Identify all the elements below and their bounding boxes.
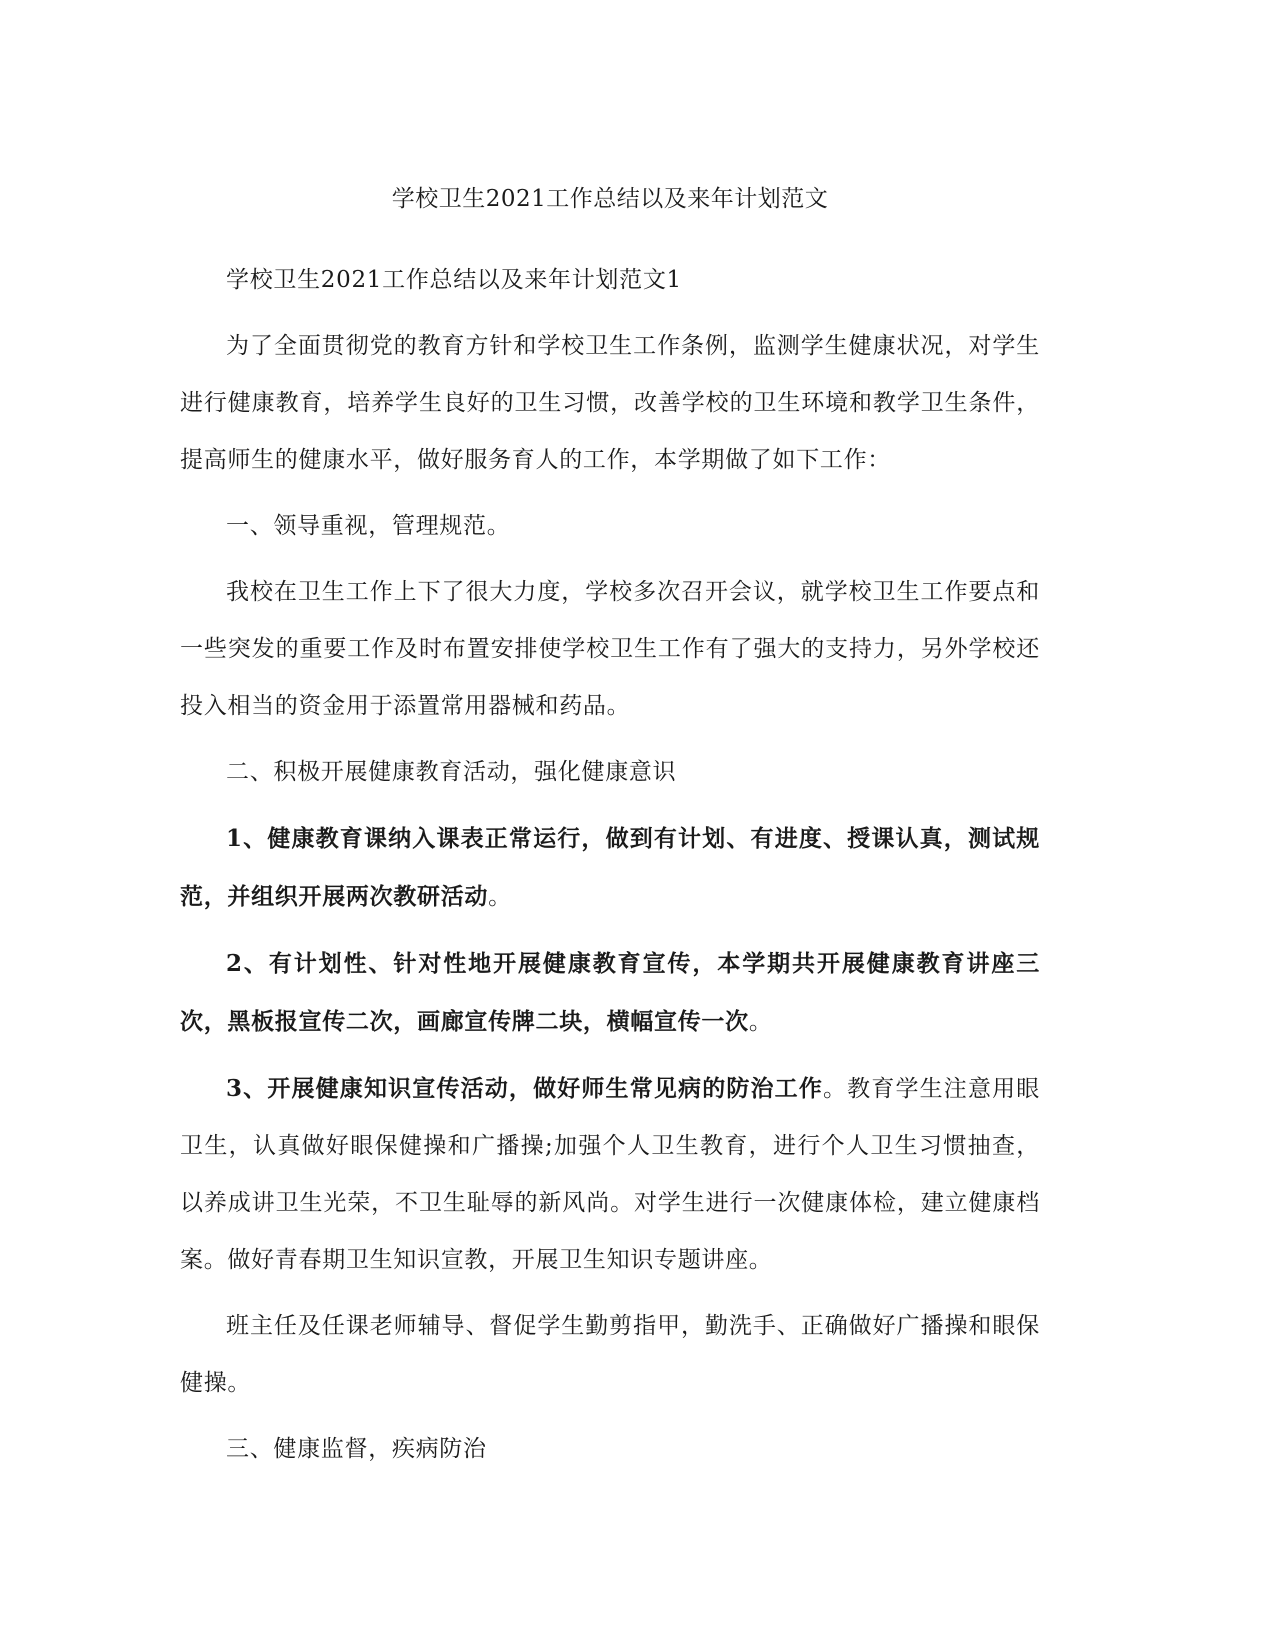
- item-1-paragraph: [180, 810, 1040, 926]
- leadership-paragraph: 我校在卫生工作上下了很大力度，学校多次召开会议，就学校卫生工作要点和一些突发的重要工作及时布置安排使学校卫生工作有了强大的支持力，另外学校还投入相当的资金用于添置常用器械和药品。: [180, 579, 1040, 719]
- item-2-bold: 2、有计划性、针对性地开展健康教育宣传，本学期共开展健康教育讲座三次，黑板报宣传二次，画廊宣传牌二块，横幅宣传一次: [180, 950, 1040, 1035]
- heading-health-supervision: 三、健康监督，疾病防治: [226, 1436, 487, 1462]
- document-title: 学校卫生2021工作总结以及来年计划范文: [391, 186, 829, 212]
- item-1-bold: 1、健康教育课纳入课表正常运行，做到有计划、有进度、授课认真，测试规范，并组织开展两次教研活动: [180, 825, 1040, 910]
- document-body: [180, 252, 1040, 1487]
- intro-paragraph: 为了全面贯彻党的教育方针和学校卫生工作条例，监测学生健康状况，对学生进行健康教育，培养学生良好的卫生习惯，改善学校的卫生环境和教学卫生条件，提高师生的健康水平，做好服务育人的工作，本学期做了如下工作：: [180, 333, 1040, 473]
- item-3-paragraph: [180, 1060, 1040, 1289]
- heading-health-education: 二、积极开展健康教育活动，强化健康意识: [226, 759, 677, 785]
- teacher-supervision-paragraph: 班主任及任课老师辅导、督促学生勤剪指甲，勤洗手、正确做好广播操和眼保健操。: [180, 1313, 1040, 1396]
- heading-leadership: 一、领导重视，管理规范。: [226, 513, 511, 539]
- item-3-tail: 。教育学生注意用眼卫生，认真做好眼保健操和广播操;加强个人卫生教育，进行个人卫生习惯抽查，以养成讲卫生光荣，不卫生耻辱的新风尚。对学生进行一次健康体检，建立健康档案。做好青春期卫生知识宣教，开展卫生知识专题讲座。: [180, 1076, 1040, 1273]
- item-1-tail: 。: [488, 884, 512, 910]
- item-2-tail: 。: [748, 1009, 773, 1035]
- item-3-bold: 3、开展健康知识宣传活动，做好师生常见病的防治工作: [226, 1075, 823, 1102]
- document-page: [180, 0, 1040, 1650]
- section-heading-1: 学校卫生2021工作总结以及来年计划范文1: [226, 267, 682, 293]
- item-2-paragraph: [180, 935, 1040, 1051]
